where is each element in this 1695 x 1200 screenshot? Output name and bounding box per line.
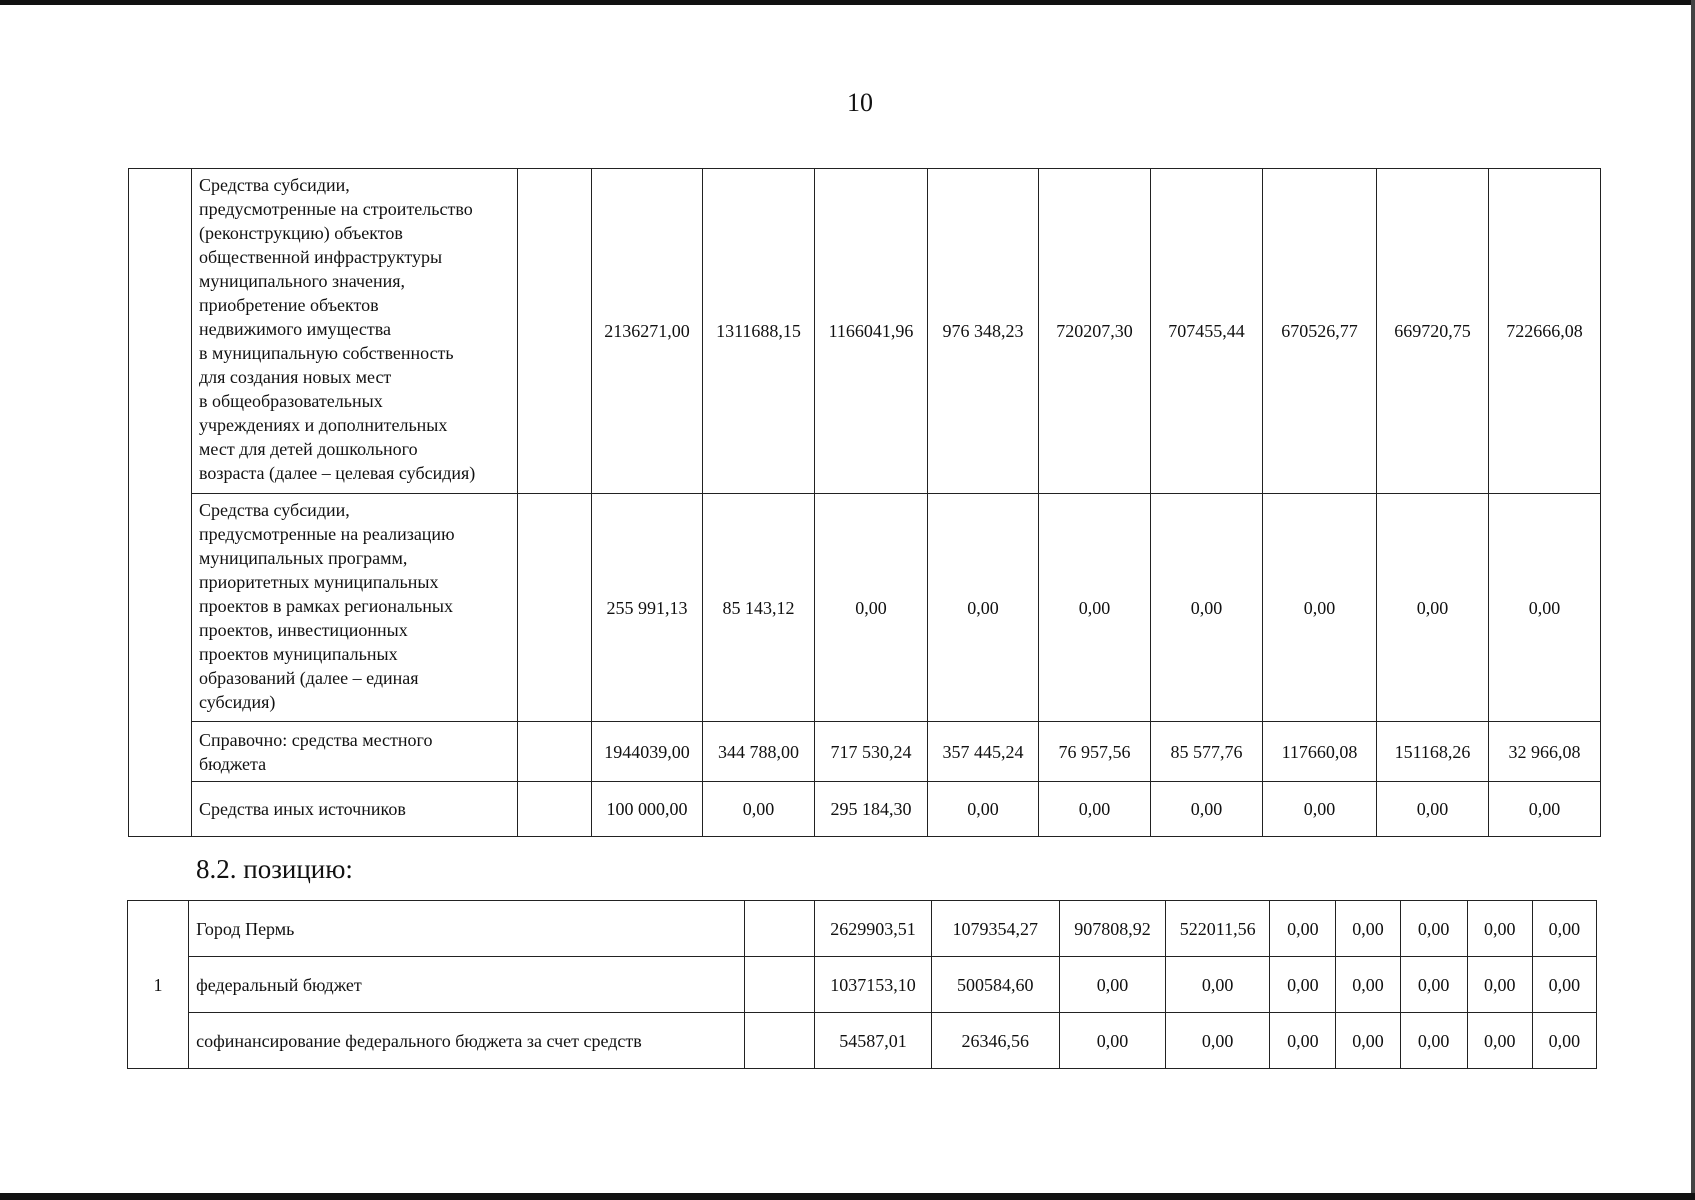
empty-cell [745, 957, 815, 1013]
value-cell: 1037153,10 [815, 957, 931, 1013]
empty-cell [745, 1013, 815, 1069]
value-cell: 1311688,15 [703, 169, 815, 494]
empty-cell [518, 494, 592, 722]
value-cell: 117660,08 [1263, 722, 1377, 782]
row-number-cell: 1 [128, 901, 189, 1069]
value-cell: 0,00 [1400, 957, 1467, 1013]
value-cell: 255 991,13 [592, 494, 703, 722]
value-cell: 0,00 [1467, 901, 1532, 957]
local-budget-row [129, 722, 1601, 782]
value-cell: 0,00 [1489, 494, 1601, 722]
value-cell: 0,00 [928, 494, 1039, 722]
value-cell: 0,00 [1151, 782, 1263, 837]
value-cell: 0,00 [1489, 782, 1601, 837]
row-label: Город Пермь [189, 901, 745, 957]
value-cell: 85 577,76 [1151, 722, 1263, 782]
value-cell: 0,00 [1532, 901, 1596, 957]
value-cell: 720207,30 [1039, 169, 1151, 494]
value-cell: 2136271,00 [592, 169, 703, 494]
row-label: Средства субсидии, предусмотренные на реализацию муниципальных программ, приоритетных муниципальных проектов в рамках региональных проектов, инвестиционных проектов муниципальных образований (далее – единая субсидия) [192, 494, 518, 722]
page-number: 10 [847, 88, 873, 117]
scan-right-edge [1691, 0, 1695, 1200]
section-heading: 8.2. позицию: [196, 854, 353, 884]
value-cell: 344 788,00 [703, 722, 815, 782]
value-cell: 1079354,27 [931, 901, 1059, 957]
value-cell: 2629903,51 [815, 901, 931, 957]
empty-cell [518, 169, 592, 494]
value-cell: 0,00 [1166, 957, 1270, 1013]
value-cell: 85 143,12 [703, 494, 815, 722]
value-cell: 0,00 [1532, 957, 1596, 1013]
value-cell: 0,00 [1336, 1013, 1400, 1069]
value-cell: 0,00 [928, 782, 1039, 837]
value-cell: 0,00 [1059, 957, 1165, 1013]
row-number-cell [129, 169, 192, 837]
value-cell: 0,00 [1336, 957, 1400, 1013]
value-cell: 722666,08 [1489, 169, 1601, 494]
value-cell: 976 348,23 [928, 169, 1039, 494]
other-sources-row [129, 782, 1601, 837]
position-table [127, 900, 1597, 1069]
row-label: софинансирование федерального бюджета за счет средств [189, 1013, 745, 1069]
scan-bottom-edge [0, 1193, 1695, 1200]
value-cell: 151168,26 [1377, 722, 1489, 782]
value-cell: 717 530,24 [815, 722, 928, 782]
value-cell: 0,00 [703, 782, 815, 837]
value-cell: 1166041,96 [815, 169, 928, 494]
unified-subsidy-row [129, 494, 1601, 722]
value-cell: 0,00 [1263, 782, 1377, 837]
value-cell: 670526,77 [1263, 169, 1377, 494]
value-cell: 54587,01 [815, 1013, 931, 1069]
value-cell: 0,00 [1467, 1013, 1532, 1069]
value-cell: 26346,56 [931, 1013, 1059, 1069]
value-cell: 0,00 [1336, 901, 1400, 957]
value-cell: 0,00 [1039, 494, 1151, 722]
value-cell: 0,00 [1467, 957, 1532, 1013]
value-cell: 0,00 [1270, 957, 1336, 1013]
row-label: федеральный бюджет [189, 957, 745, 1013]
value-cell: 295 184,30 [815, 782, 928, 837]
value-cell: 0,00 [1400, 1013, 1467, 1069]
value-cell: 0,00 [1532, 1013, 1596, 1069]
value-cell: 907808,92 [1059, 901, 1165, 957]
value-cell: 0,00 [1059, 1013, 1165, 1069]
value-cell: 0,00 [1270, 901, 1336, 957]
value-cell: 0,00 [1263, 494, 1377, 722]
cofinancing-row [128, 1013, 1597, 1069]
value-cell: 522011,56 [1166, 901, 1270, 957]
value-cell: 669720,75 [1377, 169, 1489, 494]
value-cell: 357 445,24 [928, 722, 1039, 782]
value-cell: 76 957,56 [1039, 722, 1151, 782]
value-cell: 0,00 [1151, 494, 1263, 722]
empty-cell [518, 722, 592, 782]
row-label: Средства субсидии, предусмотренные на строительство (реконструкцию) объектов общественной инфраструктуры муниципального значения, приобретение объектов недвижимого имущества в муниципальную собственность для создания новых мест в общеобразовательных учреждениях и дополнительных мест для детей дошкольного возраста (далее – целевая субсидия) [192, 169, 518, 494]
value-cell: 32 966,08 [1489, 722, 1601, 782]
value-cell: 0,00 [1270, 1013, 1336, 1069]
city-perm-row [128, 901, 1597, 957]
value-cell: 500584,60 [931, 957, 1059, 1013]
value-cell: 707455,44 [1151, 169, 1263, 494]
value-cell: 0,00 [1377, 494, 1489, 722]
value-cell: 0,00 [1377, 782, 1489, 837]
empty-cell [745, 901, 815, 957]
scan-top-edge [0, 0, 1695, 5]
row-label: Справочно: средства местного бюджета [192, 722, 518, 782]
federal-budget-row [128, 957, 1597, 1013]
value-cell: 0,00 [1400, 901, 1467, 957]
value-cell: 0,00 [1166, 1013, 1270, 1069]
row-label: Средства иных источников [192, 782, 518, 837]
empty-cell [518, 782, 592, 837]
target-subsidy-row [129, 169, 1601, 494]
value-cell: 0,00 [1039, 782, 1151, 837]
value-cell: 1944039,00 [592, 722, 703, 782]
value-cell: 100 000,00 [592, 782, 703, 837]
funding-table-continued [128, 168, 1601, 837]
value-cell: 0,00 [815, 494, 928, 722]
